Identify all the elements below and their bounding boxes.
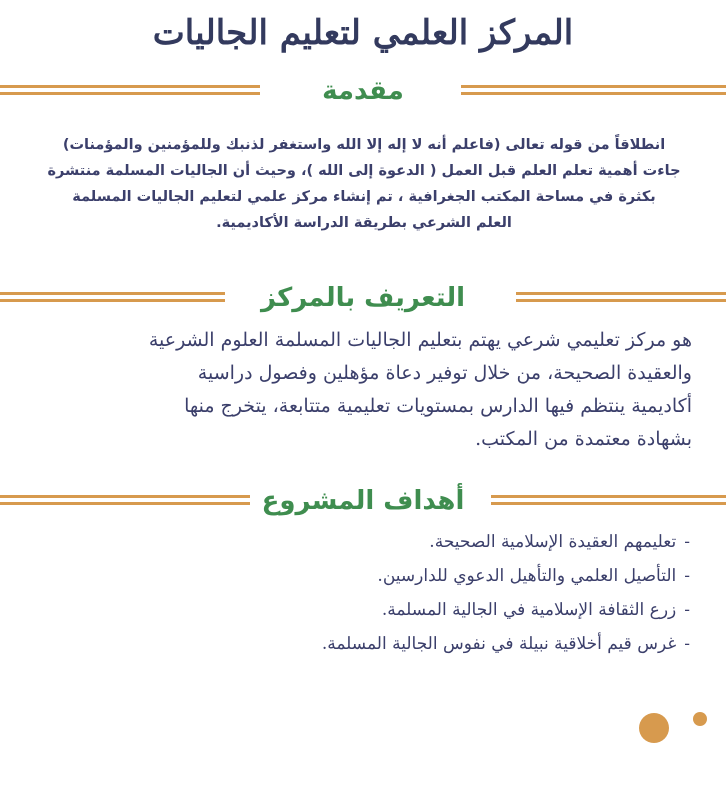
about-line: أكاديمية ينتظم فيها الدارس بمستويات تعليمية متتابعة، يتخرج منها <box>184 395 692 417</box>
list-item <box>90 561 690 591</box>
goal-text: التأصيل العلمي والتأهيل الدعوي للدارسين. <box>377 566 677 586</box>
goals-heading: أهداف المشروع <box>261 486 465 516</box>
about-paragraph <box>60 324 692 456</box>
goal-text: زرع الثقافة الإسلامية في الجالية المسلمة. <box>381 600 677 620</box>
bullet-dash: - <box>684 566 690 586</box>
about-line: هو مركز تعليمي شرعي يهتم بتعليم الجاليات المسلمة العلوم الشرعية <box>148 329 692 351</box>
bullet-dash: - <box>684 634 690 654</box>
goal-text: تعليمهم العقيدة الإسلامية الصحيحة. <box>429 532 677 552</box>
bullet-dash: - <box>684 600 690 620</box>
goal-text: غرس قيم أخلاقية نبيلة في نفوس الجالية المسلمة. <box>321 634 677 654</box>
intro-line: انطلاقاً من قوله تعالى (فاعلم أنه لا إله إلا الله واستغفر لذنبك وللمؤمنين والمؤمنات) <box>62 137 666 153</box>
intro-line: جاءت أهمية تعلم العلم قبل العمل ( الدعوة إلى الله )، وحيث أن الجاليات المسلمة منتشرة <box>47 163 681 179</box>
bullet-dash: - <box>684 532 690 552</box>
list-item <box>90 527 690 557</box>
intro-paragraph <box>36 132 692 236</box>
list-item <box>90 629 690 659</box>
decorative-rule-right <box>491 495 726 507</box>
decorative-dot-icon <box>639 713 669 743</box>
intro-line: بكثرة في مساحة المكتب الجغرافية ، تم إنشاء مركز علمي لتعليم الجاليات المسلمة <box>72 189 656 205</box>
about-heading: التعريف بالمركز <box>260 283 466 313</box>
goals-list <box>90 527 690 663</box>
intro-section-header <box>0 71 726 111</box>
list-item <box>90 595 690 625</box>
about-section-header <box>0 278 726 318</box>
intro-heading: مقدمة <box>322 76 404 106</box>
about-line: بشهادة معتمدة من المكتب. <box>475 428 692 450</box>
intro-line: العلم الشرعي بطريقة الدراسة الأكاديمية. <box>216 215 512 231</box>
goals-section-header <box>0 481 726 521</box>
about-line: والعقيدة الصحيحة، من خلال توفير دعاة مؤهلين وفصول دراسية <box>197 362 692 384</box>
page-title: المركز العلمي لتعليم الجاليات <box>152 13 574 53</box>
decorative-rule-right <box>461 85 726 97</box>
decorative-rule-right <box>516 292 726 304</box>
decorative-dot-icon <box>693 712 707 726</box>
